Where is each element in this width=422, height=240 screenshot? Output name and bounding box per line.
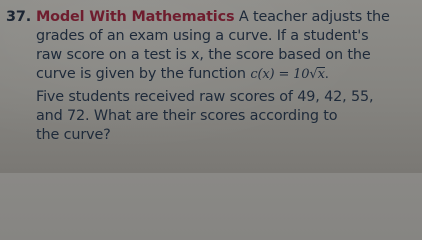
exercise-line-4 <box>6 65 418 84</box>
exercise-number: 37. <box>6 9 32 25</box>
question-line-2 <box>6 107 418 126</box>
exercise-line-2 <box>6 27 418 46</box>
question-line-1 <box>6 88 418 107</box>
function-expression <box>250 67 328 82</box>
exercise-text-3: raw score on a test is x, the score based on the <box>36 47 371 63</box>
function-period: . <box>324 67 329 82</box>
question-line-3 <box>6 126 418 145</box>
exercise-text-1: A teacher adjusts the <box>238 9 390 25</box>
sqrt-sign: √ <box>309 67 318 82</box>
question-text-1: Five students received raw scores of 49, 42, 55, <box>36 89 374 105</box>
exercise-text-4: curve is given by the function <box>36 66 246 82</box>
exercise-heading: Model With Mathematics <box>36 9 235 25</box>
sqrt-radicand: x <box>317 67 325 82</box>
question-text-3: the curve? <box>36 127 111 143</box>
exercise-line-3 <box>6 46 418 65</box>
function-lhs: c(x) = 10 <box>250 67 310 82</box>
exercise-37 <box>6 8 418 145</box>
exercise-line-1 <box>6 8 418 27</box>
question-text-2: and 72. What are their scores according to <box>36 108 338 124</box>
exercise-text-2: grades of an exam using a curve. If a student's <box>36 28 369 44</box>
